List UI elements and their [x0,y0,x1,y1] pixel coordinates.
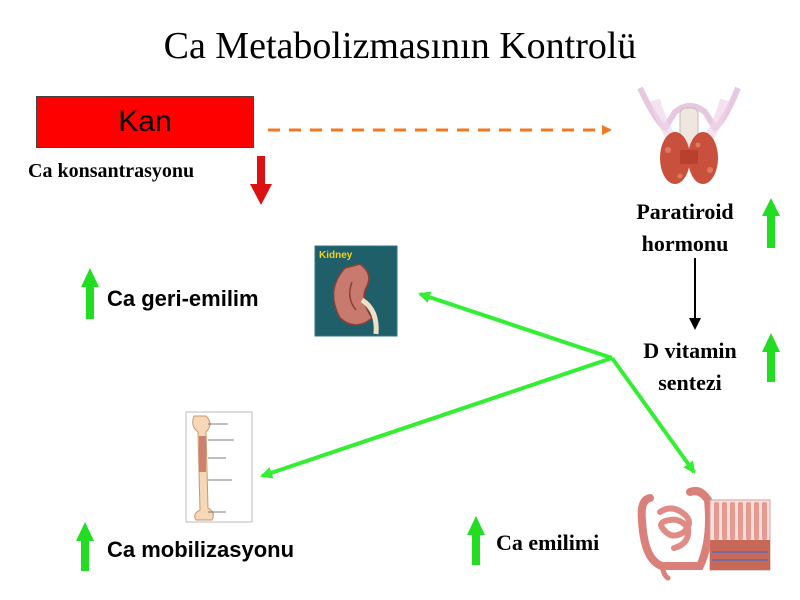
blood-box-label: Kan [118,105,172,138]
ca-mobilization-label: Ca mobilizasyonu [107,537,295,562]
mobilization-increase-arrow [76,522,94,571]
signal-to-bone-arrow [262,358,612,476]
ca-concentration-label: Ca konsantrasyonu [28,160,195,182]
vitamin-d-increase-arrow [762,333,780,382]
signal-to-intestine-arrow [612,358,694,472]
ca-reabsorption-label: Ca geri-emilim [107,286,259,311]
page-title: Ca Metabolizmasının Kontrolü [163,25,637,67]
villi-image [710,500,770,570]
bone-image [186,412,252,522]
vitamin-d-line1: D vitamin [643,338,737,363]
kidney-caption: Kidney [319,250,353,261]
ca-decrease-arrow [250,156,272,205]
absorption-increase-arrow [467,516,485,565]
pth-increase-arrow [762,198,780,248]
vitamin-d-line2: sentezi [658,370,722,395]
reabsorption-increase-arrow [81,268,99,319]
intestine-image [642,491,709,578]
parathyroid-line1: Paratiroid [636,199,734,224]
thyroid-image [640,88,738,184]
kidney-image [315,246,397,336]
parathyroid-line2: hormonu [641,231,729,256]
ca-absorption-label: Ca emilimi [496,530,600,555]
signal-to-kidney-arrow [420,294,612,358]
